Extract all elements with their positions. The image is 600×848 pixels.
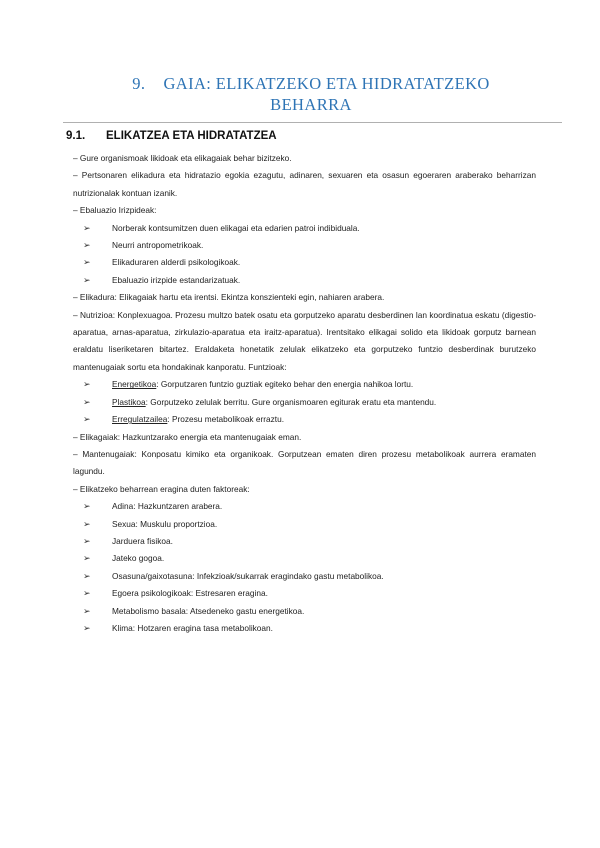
paragraph: – Nutrizioa: Konplexuagoa. Prozesu multzo batek osatu eta gorputzeko aparatu desberdinen lan koordinatua eskatu (digestio-aparatua, arnas-aparatua, zirkulazio-aparatua eta iraitz-aparatua). Irentsitako elikagai solido eta likidoak gorputz barnean eraldatu liseriketaren bitartez. Eraldaketa honetatik zelulak elikatzeko eta gorputzeko funtzio desberdinak burutzeko mantenugaiak sortu eta hondakinak kanporatu. Funtzioak: — [73, 309, 536, 372]
list-item-text: Osasuna/gaixotasuna: Infekzioak/sukarrak eragindako gastu metabolikoa. — [112, 570, 384, 581]
chapter-title-line2: BEHARRA — [270, 95, 352, 114]
list-item-text: Elikaduraren alderdi psikologikoak. — [112, 257, 241, 268]
paragraph: – Elikagaiak: Hazkuntzarako energia eta mantenugaiak eman. — [73, 431, 302, 442]
list-item — [83, 516, 536, 533]
functions-list — [73, 376, 536, 428]
arrow-bullet-icon: ➢ — [83, 535, 91, 546]
list-item — [83, 394, 536, 411]
arrow-bullet-icon: ➢ — [83, 414, 91, 425]
section-number: 9.1. — [66, 130, 86, 142]
list-item — [83, 220, 536, 237]
list-item — [83, 254, 536, 271]
factors-list — [73, 498, 536, 637]
list-item — [83, 550, 536, 567]
list-item-text: Egoera psikologikoak: Estresaren eragina. — [112, 588, 268, 599]
paragraph: – Pertsonaren elikadura eta hidratazio egokia ezagutu, adinaren, sexuaren eta osasun egoeraren araberako beharrizan nutrizionalak kontuan izanik. — [73, 170, 536, 198]
function-term: Energetikoa — [112, 379, 157, 390]
list-item-text: Neurri antropometrikoak. — [112, 240, 204, 251]
criteria-list — [73, 220, 536, 290]
list-item-text: Jateko gogoa. — [112, 553, 165, 564]
list-item-text: Jarduera fisikoa. — [112, 535, 173, 546]
list-item-text: Adina: Hazkuntzaren arabera. — [112, 501, 223, 512]
title-divider — [63, 122, 562, 123]
function-term: Erregulatzailea — [112, 414, 168, 425]
arrow-bullet-icon: ➢ — [83, 240, 91, 251]
list-item — [83, 237, 536, 254]
function-text: : Gorputzeko zelulak berritu. Gure organismoaren egiturak eratu eta mantendu. — [145, 396, 437, 407]
list-item — [83, 620, 536, 637]
list-item-text: Ebaluazio irizpide estandarizatuak. — [112, 274, 241, 285]
paragraph: – Mantenugaiak: Konposatu kimiko eta organikoak. Gorputzean ematen diren prozesu metabolikoak aurrera eramaten lagundu. — [73, 448, 536, 477]
list-item-text: Norberak kontsumitzen duen elikagai eta edarien patroi indibiduala. — [112, 222, 360, 233]
arrow-bullet-icon: ➢ — [83, 222, 91, 233]
arrow-bullet-icon: ➢ — [83, 605, 91, 616]
arrow-bullet-icon: ➢ — [83, 588, 91, 599]
section-heading — [66, 128, 277, 144]
arrow-bullet-icon: ➢ — [83, 379, 91, 390]
list-item — [83, 533, 536, 550]
arrow-bullet-icon: ➢ — [83, 553, 91, 564]
section-heading-text: ELIKATZEA ETA HIDRATATZEA — [106, 130, 277, 142]
list-item — [83, 603, 536, 620]
list-item — [83, 585, 536, 602]
list-item-text: Metabolismo basala: Atsedeneko gastu energetikoa. — [112, 605, 305, 616]
function-text: : Gorputzaren funtzio guztiak egiteko behar den energia nahikoa lortu. — [156, 379, 414, 390]
list-item-text: Sexua: Muskulu proportzioa. — [112, 518, 218, 529]
arrow-bullet-icon: ➢ — [83, 274, 91, 285]
arrow-bullet-icon: ➢ — [83, 518, 91, 529]
list-item — [83, 411, 536, 428]
arrow-bullet-icon: ➢ — [83, 622, 91, 633]
list-item — [83, 498, 536, 515]
arrow-bullet-icon: ➢ — [83, 257, 91, 268]
chapter-title — [60, 73, 562, 115]
list-item — [83, 272, 536, 289]
list-item — [83, 568, 536, 585]
paragraph: – Elikatzeko beharrean eragina duten faktoreak: — [73, 483, 250, 494]
chapter-title-line1: GAIA: ELIKATZEKO ETA HIDRATATZEKO — [163, 74, 490, 93]
paragraph: – Gure organismoak likidoak eta elikagaiak behar bizitzeko. — [73, 153, 292, 163]
section-body — [73, 150, 536, 637]
list-item — [83, 376, 536, 393]
function-text: : Prozesu metabolikoak erraztu. — [167, 414, 285, 425]
function-term: Plastikoa — [112, 396, 146, 407]
chapter-number: 9. — [132, 74, 146, 93]
paragraph: – Ebaluazio Irizpideak: — [73, 205, 157, 216]
arrow-bullet-icon: ➢ — [83, 396, 91, 407]
arrow-bullet-icon: ➢ — [83, 570, 91, 581]
arrow-bullet-icon: ➢ — [83, 501, 91, 512]
list-item-text: Klima: Hotzaren eragina tasa metabolikoan. — [112, 622, 273, 633]
paragraph: – Elikadura: Elikagaiak hartu eta irentsi. Ekintza konszienteki egin, nahiaren arabera. — [73, 292, 385, 303]
